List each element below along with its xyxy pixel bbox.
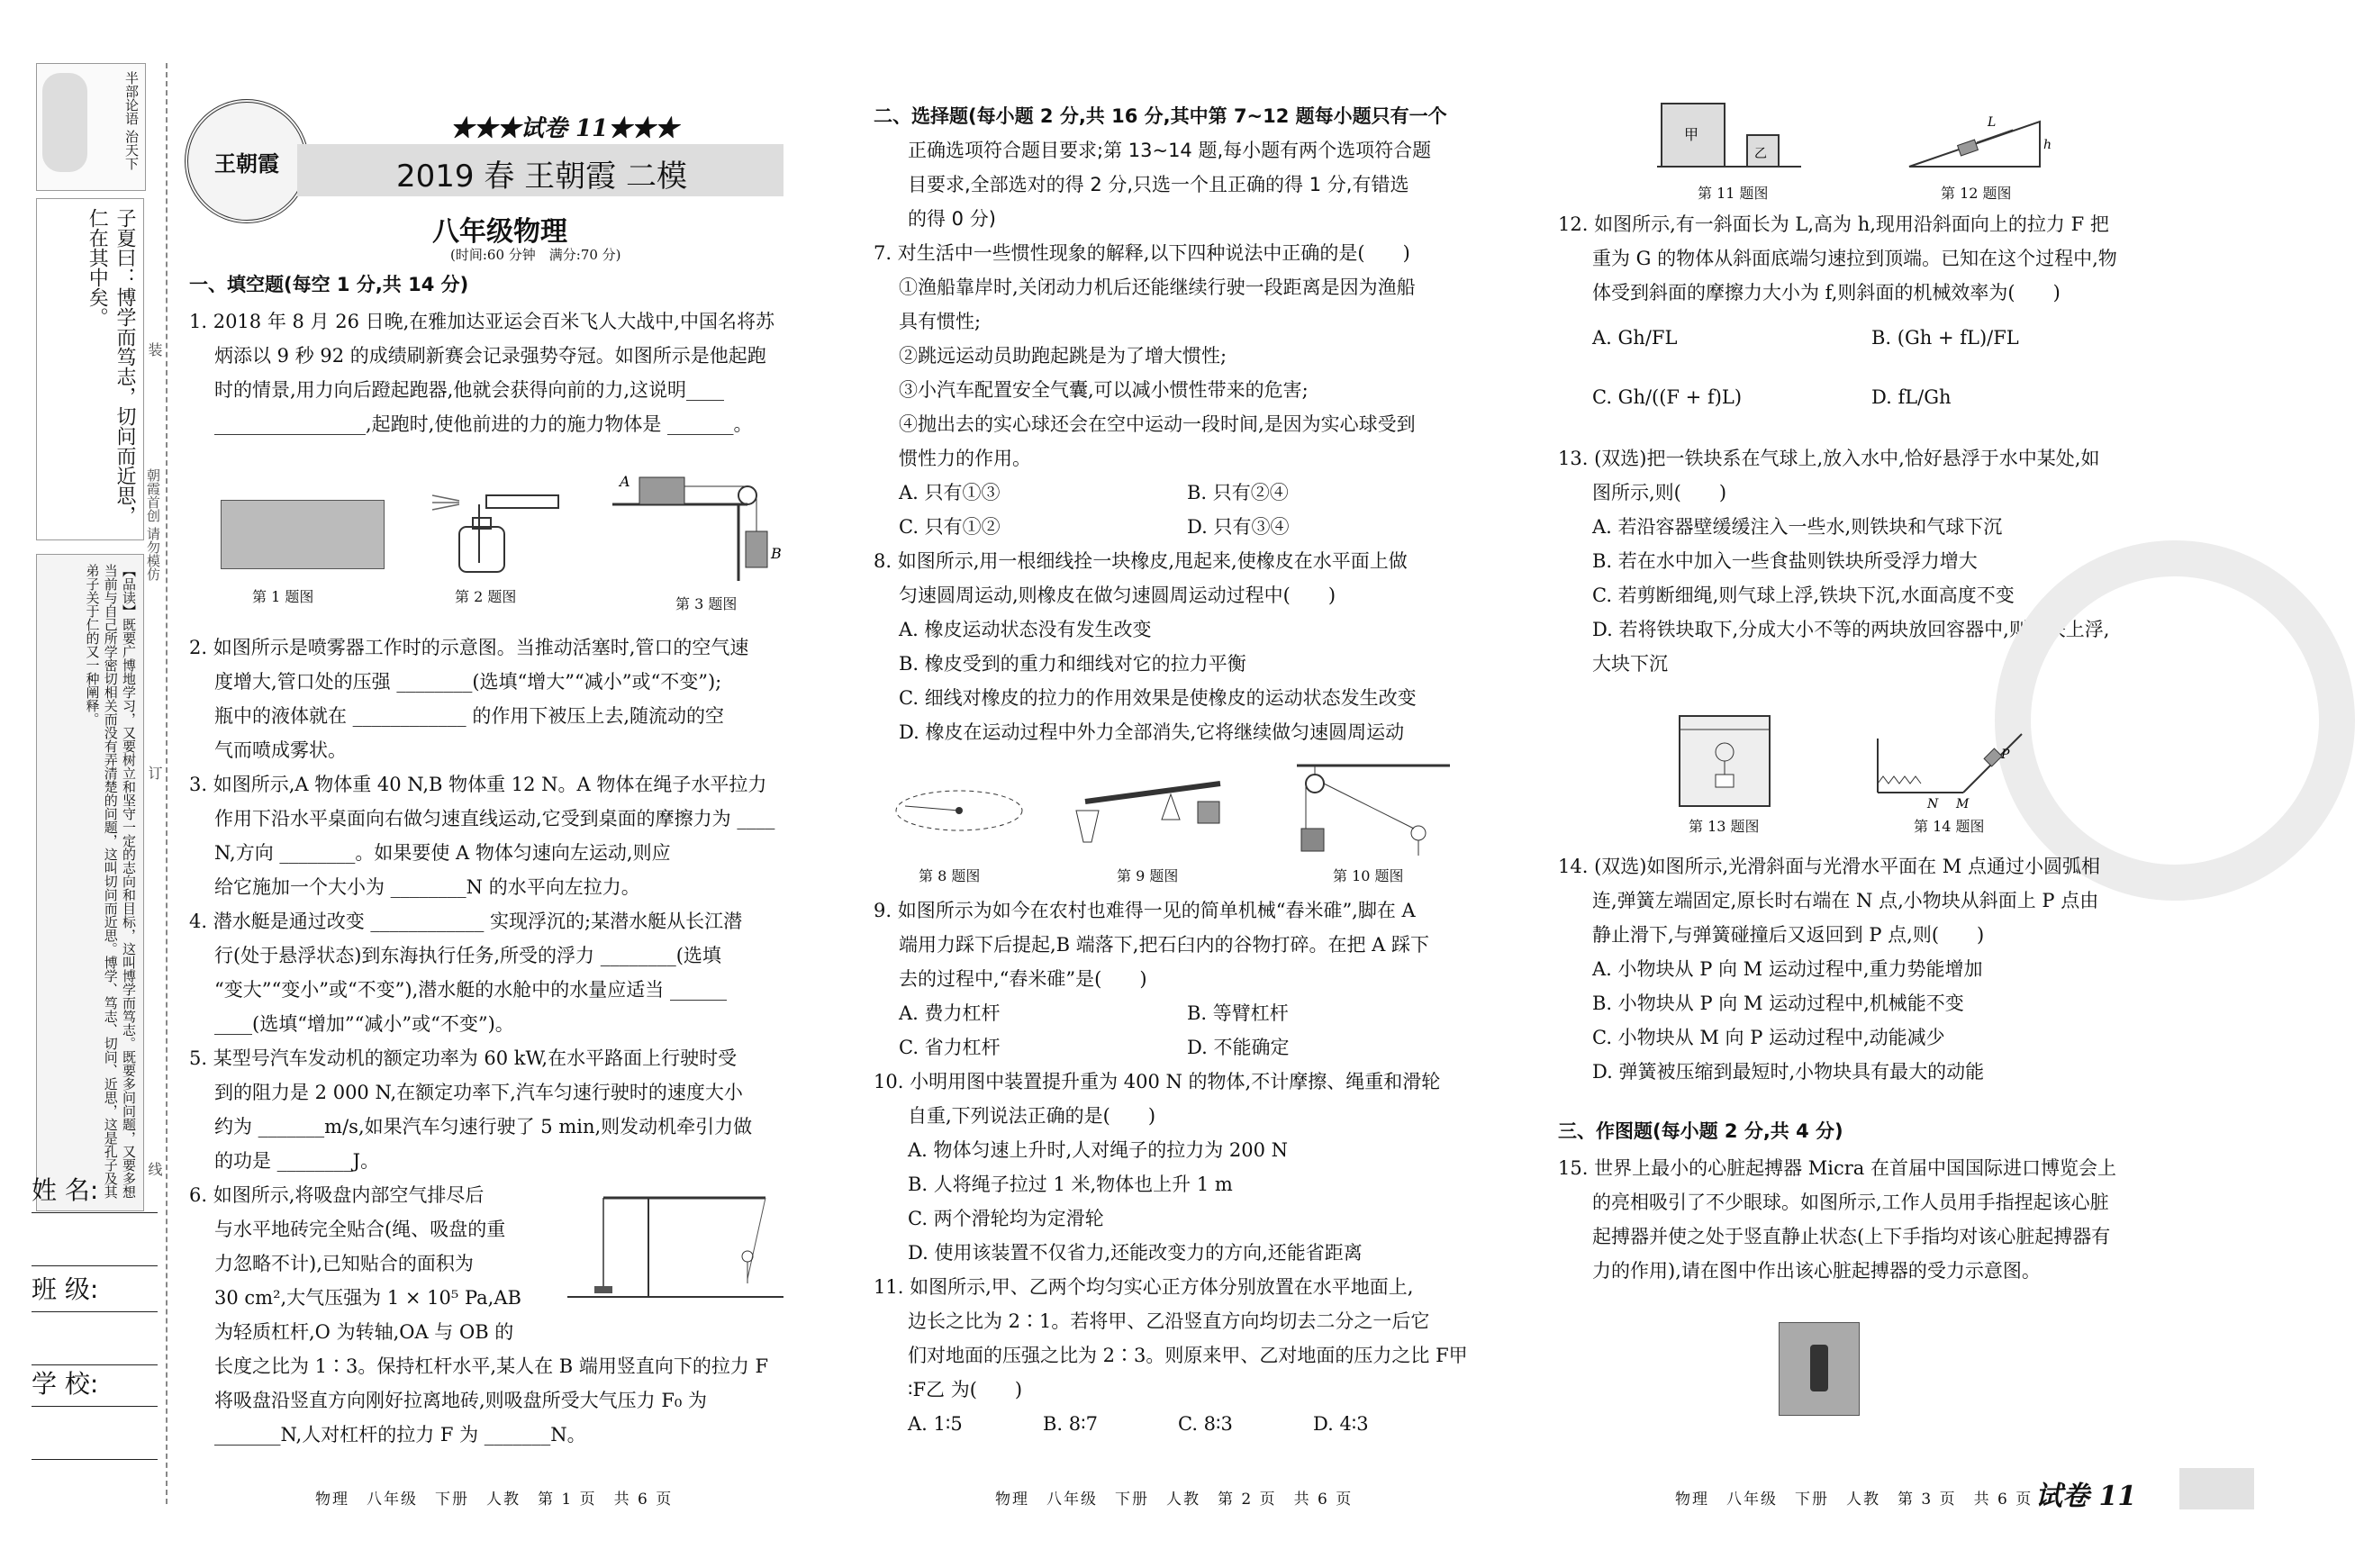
fig6-lever xyxy=(567,1180,783,1306)
fig12-caption: 第 12 题图 xyxy=(1941,185,2012,202)
q11-option-d[interactable]: D. 4∶3 xyxy=(1313,1413,1369,1435)
q6-line: 将吸盘沿竖直方向刚好拉离地砖,则吸盘所受大气压力 F₀ 为 xyxy=(214,1390,708,1411)
page2-footer: 物理 八年级 下册 人教 第 2 页 共 6 页 xyxy=(995,1491,1354,1509)
q1-line: 时的情景,用力向后蹬起跑器,他就会获得向前的力,这说明____ xyxy=(214,379,725,401)
q9-option-d[interactable]: D. 不能确定 xyxy=(1187,1037,1290,1058)
time-info: (时间:60 分钟 满分:70 分) xyxy=(450,247,621,263)
q8-option-a[interactable]: A. 橡皮运动状态没有发生改变 xyxy=(899,619,1152,640)
q4-line: ____(选填“增加”“减小”或“不变”)。 xyxy=(214,1013,514,1035)
pacemaker-device xyxy=(1810,1345,1828,1391)
pindu-text: 【品读】既要广博地学习，又要树立和坚守一定的志向和目标，这叫博学而笃志。既要多问问题，又要多想当前与自己所学密切相关而没有弄清楚的问题，这叫切问而近思。博学、笃志、切问、近思，这是孔子及其弟子关于仁的又一种阐释。 xyxy=(36,554,144,1211)
fig2-sprayer xyxy=(423,486,567,576)
fig1-sprint-photo xyxy=(221,500,385,569)
q1-line: 1. 2018 年 8 月 26 日晚,在雅加达亚运会百米飞人大战中,中国名将苏 xyxy=(189,311,774,332)
q14-option-d[interactable]: D. 弹簧被压缩到最短时,小物块具有最大的动能 xyxy=(1592,1061,1985,1083)
section-drawing: 三、作图题(每小题 2 分,共 4 分) xyxy=(1558,1120,1843,1142)
motto: 子夏曰：博学而笃志，切问而近思，仁在其中矣。 xyxy=(36,198,144,540)
fig2-caption: 第 2 题图 xyxy=(455,588,517,605)
q6-line: 长度之比为 1∶3。保持杠杆水平,某人在 B 端用竖直向下的拉力 F xyxy=(214,1355,769,1377)
fig1-caption: 第 1 题图 xyxy=(252,588,314,605)
q13-option-d[interactable]: D. 若将铁块取下,分成大小不等的两块放回容器中,则小块上浮, xyxy=(1592,619,2110,640)
question-10 xyxy=(874,1065,1486,1270)
q10-option-d[interactable]: D. 使用该装置不仅省力,还能改变力的方向,还能省距离 xyxy=(908,1242,1363,1264)
q6-line: 30 cm²,大气压强为 1 × 10⁵ Pa,AB xyxy=(214,1287,521,1309)
section-choice xyxy=(874,99,1486,236)
q13-option-c[interactable]: C. 若剪断细绳,则气球上浮,铁块下沉,水面高度不变 xyxy=(1592,585,2015,606)
q5-line: 约为 _______m/s,如果汽车匀速行驶了 5 min,则发动机牵引力做 xyxy=(214,1116,753,1137)
name-line-2 xyxy=(32,1265,158,1266)
q2-line: 气而喷成雾状。 xyxy=(214,739,347,761)
q11-line: ∶F乙 为( ) xyxy=(908,1379,1023,1400)
fig10-caption: 第 10 题图 xyxy=(1333,867,1404,884)
q8-option-b[interactable]: B. 橡皮受到的重力和细线对它的拉力平衡 xyxy=(899,653,1246,675)
q2-line: 瓶中的液体就在 ____________ 的作用下被压上去,随流动的空 xyxy=(214,705,725,727)
q6-line: 6. 如图所示,将吸盘内部空气排尽后 xyxy=(189,1184,485,1206)
q7-line: ③小汽车配置安全气囊,可以减小惯性带来的危害; xyxy=(899,379,1309,401)
fig10-pulley-system xyxy=(1297,761,1450,860)
q6-line: 与水平地砖完全贴合(绳、吸盘的重 xyxy=(214,1219,506,1240)
side-note: 朝霞首创 请勿模仿 xyxy=(145,468,161,581)
q12-option-a[interactable]: A. Gh/FL xyxy=(1592,327,1678,349)
question-12 xyxy=(1558,207,2170,414)
page3-footer: 物理 八年级 下册 人教 第 3 页 共 6 页 xyxy=(1675,1491,2033,1509)
q2-line: 2. 如图所示是喷雾器工作时的示意图。当推动活塞时,管口的空气速 xyxy=(189,637,749,658)
q7-option-c[interactable]: C. 只有①② xyxy=(899,516,1001,538)
q10-line: 自重,下列说法正确的是( ) xyxy=(908,1105,1156,1127)
confucius-figure xyxy=(42,73,87,172)
q4-line: 4. 潜水艇是通过改变 ____________ 实现浮沉的;某潜水艇从长江潜 xyxy=(189,911,743,932)
school-field[interactable] xyxy=(32,1364,158,1400)
q7-line: 惯性力的作用。 xyxy=(899,448,1031,469)
question-11 xyxy=(874,1270,1486,1441)
q8-option-c[interactable]: C. 细线对橡皮的拉力的作用效果是使橡皮的运动状态发生改变 xyxy=(899,687,1417,709)
q8-line: 8. 如图所示,用一根细线拴一块橡皮,甩起来,使橡皮在水平面上做 xyxy=(874,550,1408,572)
q13-option-a[interactable]: A. 若沿容器壁缓缓注入一些水,则铁块和气球下沉 xyxy=(1592,516,2003,538)
subject-title: 八年级物理 xyxy=(432,216,567,248)
q13-line: 大块下沉 xyxy=(1592,653,1668,675)
q9-option-a[interactable]: A. 费力杠杆 xyxy=(899,1002,1001,1024)
sec2-line: 的得 0 分) xyxy=(908,208,996,230)
side-word-3: 线 xyxy=(146,1162,163,1176)
q10-option-b[interactable]: B. 人将绳子拉过 1 米,物体也上升 1 m xyxy=(908,1174,1233,1195)
question-5 xyxy=(189,1041,802,1178)
school-label: 学 校: xyxy=(32,1369,99,1399)
q5-line: 的功是 ________J。 xyxy=(214,1150,380,1172)
q11-line: 们对地面的压强之比为 2∶3。则原来甲、乙对地面的压力之比 F甲 xyxy=(908,1345,1468,1366)
q12-line: 12. 如图所示,有一斜面长为 L,高为 h,现用沿斜面向上的拉力 F 把 xyxy=(1558,213,2109,235)
svg-text:A: A xyxy=(620,473,630,490)
section-fill-blank: 一、填空题(每空 1 分,共 14 分) xyxy=(189,274,469,295)
fig9-caption: 第 9 题图 xyxy=(1117,867,1179,884)
exam-title: 2019 春 王朝霞 二模 xyxy=(396,159,687,195)
name-field[interactable] xyxy=(32,1171,158,1207)
fig9-pestle xyxy=(1072,775,1234,856)
q12-line: 体受到斜面的摩擦力大小为 f,则斜面的机械效率为( ) xyxy=(1592,282,2061,304)
q7-line: 具有惯性; xyxy=(899,311,982,332)
svg-text:B: B xyxy=(771,545,782,562)
svg-text:P: P xyxy=(2001,748,2010,762)
q9-line: 去的过程中,“舂米碓”是( ) xyxy=(899,968,1147,990)
q5-line: 5. 某型号汽车发动机的额定功率为 60 kW,在水平路面上行驶时受 xyxy=(189,1047,738,1069)
q15-line: 力的作用),请在图中作出该心脏起搏器的受力示意图。 xyxy=(1592,1260,2041,1282)
q4-line: “变大”“变小”或“不变”),潜水艇的水舱中的水量应适当 ______ xyxy=(214,979,727,1001)
brand-logo: 王朝霞 xyxy=(185,99,309,223)
q8-option-d[interactable]: D. 橡皮在运动过程中外力全部消失,它将继续做匀速圆周运动 xyxy=(899,721,1405,743)
sec2-line: 正确选项符合题目要求;第 13~14 题,每小题有两个选项符合题 xyxy=(908,140,1432,161)
question-1 xyxy=(189,304,802,441)
svg-text:N: N xyxy=(1927,797,1939,811)
fig14-caption: 第 14 题图 xyxy=(1914,818,1985,835)
q3-line: N,方向 ________。如果要使 A 物体匀速向左运动,则应 xyxy=(214,842,671,864)
fig8-circle-motion xyxy=(887,775,1031,847)
school-line-2 xyxy=(32,1459,158,1460)
page1-footer: 物理 八年级 下册 人教 第 1 页 共 6 页 xyxy=(315,1491,674,1509)
q9-option-b[interactable]: B. 等臂杠杆 xyxy=(1187,1002,1289,1024)
paper-number: ★★★试卷 11★★★ xyxy=(450,115,679,142)
q5-line: 到的阻力是 2 000 N,在额定功率下,汽车匀速行驶时的速度大小 xyxy=(214,1082,743,1103)
q11-option-c[interactable]: C. 8∶3 xyxy=(1178,1413,1233,1435)
q6-line: _______N,人对杠杆的拉力 F 为 _______N。 xyxy=(214,1424,586,1446)
q10-option-c[interactable]: C. 两个滑轮均为定滑轮 xyxy=(908,1208,1104,1229)
name-label: 姓 名: xyxy=(32,1175,99,1205)
question-9 xyxy=(874,893,1486,1065)
svg-text:L: L xyxy=(1988,115,1997,130)
fig11-cubes xyxy=(1657,99,1801,176)
fig11-caption: 第 11 题图 xyxy=(1698,185,1769,202)
badge-text: 半部论语 治天下 xyxy=(123,71,140,170)
q11-option-b[interactable]: B. 8∶7 xyxy=(1043,1413,1098,1435)
q8-line: 匀速圆周运动,则橡皮在做匀速圆周运动过程中( ) xyxy=(899,585,1336,606)
q7-line: 7. 对生活中一些惯性现象的解释,以下四种说法中正确的是( ) xyxy=(874,242,1410,264)
q14-option-c[interactable]: C. 小物块从 M 向 P 运动过程中,动能减少 xyxy=(1592,1027,1945,1048)
side-word-2: 订 xyxy=(146,766,163,780)
q15-line: 15. 世界上最小的心脏起搏器 Micra 在首届中国国际进口博览会上 xyxy=(1558,1157,2116,1179)
question-2 xyxy=(189,630,802,767)
q7-option-b[interactable]: B. 只有②④ xyxy=(1187,482,1289,503)
fig3-caption: 第 3 题图 xyxy=(675,595,738,612)
q7-option-a[interactable]: A. 只有①③ xyxy=(899,482,1001,503)
q3-line: 给它施加一个大小为 ________N 的水平向左拉力。 xyxy=(214,876,640,898)
fig14-spring-incline xyxy=(1873,721,2026,811)
q7-line: ②跳远运动员助跑起跳是为了增大惯性; xyxy=(899,345,1227,367)
q9-option-c[interactable]: C. 省力杠杆 xyxy=(899,1037,1001,1058)
q7-line: ①渔船靠岸时,关闭动力机后还能继续行驶一段距离是因为渔船 xyxy=(899,276,1416,298)
q13-line: 13. (双选)把一铁块系在气球上,放入水中,恰好悬浮于水中某处,如 xyxy=(1558,448,2100,469)
q12-line: 重为 G 的物体从斜面底端匀速拉到顶端。已知在这个过程中,物 xyxy=(1592,248,2117,269)
class-field[interactable] xyxy=(32,1270,158,1306)
sec2-line: 目要求,全部选对的得 2 分,只选一个且正确的得 1 分,有错选 xyxy=(908,174,1409,195)
q4-line: 行(处于悬浮状态)到东海执行任务,所受的浮力 ________(选填 xyxy=(214,945,721,966)
fig13-container xyxy=(1675,711,1774,811)
question-3 xyxy=(189,767,802,904)
q9-line: 端用力踩下后提起,B 端落下,把石臼内的谷物打碎。在把 A 踩下 xyxy=(899,934,1429,956)
fig13-caption: 第 13 题图 xyxy=(1689,818,1760,835)
q2-line: 度增大,管口处的压强 ________(选填“增大”“减小”或“不变”); xyxy=(214,671,722,693)
q3-line: 3. 如图所示,A 物体重 40 N,B 物体重 12 N。A 物体在绳子水平拉力 xyxy=(189,774,767,795)
q11-option-a[interactable]: A. 1∶5 xyxy=(908,1413,963,1435)
q3-line: 作用下沿水平桌面向右做匀速直线运动,它受到桌面的摩擦力为 ____ xyxy=(214,808,775,829)
q10-line: 10. 小明用图中装置提升重为 400 N 的物体,不计摩擦、绳重和滑轮 xyxy=(874,1071,1441,1092)
q14-line: 14. (双选)如图所示,光滑斜面与光滑水平面在 M 点通过小圆弧相 xyxy=(1558,856,2100,877)
q1-line: 炳添以 9 秒 92 的成绩刷新赛会记录强势夺冠。如图所示是他起跑 xyxy=(214,345,766,367)
svg-text:M: M xyxy=(1956,797,1970,811)
class-line xyxy=(32,1311,158,1312)
q14-line: 静止滑下,与弹簧碰撞后又返回到 P 点,则( ) xyxy=(1592,924,1985,946)
question-8 xyxy=(874,544,1486,749)
school-line xyxy=(32,1406,158,1407)
fig3-pulley xyxy=(603,459,782,585)
name-line xyxy=(32,1212,158,1213)
fig12-incline xyxy=(1905,108,2052,171)
sec2-line: 二、选择题(每小题 2 分,共 16 分,其中第 7~12 题每小题只有一个 xyxy=(874,105,1447,127)
question-14 xyxy=(1558,849,2170,1089)
svg-text:甲: 甲 xyxy=(1684,126,1699,143)
q1-line: ________________,起跑时,使他前进的力的施力物体是 _______。 xyxy=(214,413,753,435)
q12-option-b[interactable]: B. (Gh + fL)/FL xyxy=(1871,327,2019,349)
q14-option-b[interactable]: B. 小物块从 P 向 M 运动过程中,机械能不变 xyxy=(1592,992,1964,1014)
confucius-badge xyxy=(36,63,146,191)
q11-line: 边长之比为 2∶1。若将甲、乙沿竖直方向均切去二分之一后它 xyxy=(908,1310,1430,1332)
q13-option-b[interactable]: B. 若在水中加入一些食盐则铁块所受浮力增大 xyxy=(1592,550,1978,572)
paper-badge: 试卷 11 xyxy=(2035,1481,2137,1512)
q7-option-d[interactable]: D. 只有③④ xyxy=(1187,516,1290,538)
q15-line: 的亮相吸引了不少眼球。如图所示,工作人员用手指捏起该心脏 xyxy=(1592,1192,2109,1213)
q10-option-a[interactable]: A. 物体匀速上升时,人对绳子的拉力为 200 N xyxy=(908,1139,1288,1161)
svg-text:h: h xyxy=(2043,138,2052,152)
svg-text:乙: 乙 xyxy=(1754,147,1767,161)
question-7 xyxy=(874,236,1486,544)
badge-tab xyxy=(2179,1468,2254,1509)
question-15 xyxy=(1558,1151,2170,1288)
q6-line: 力忽略不计),已知贴合的面积为 xyxy=(214,1253,474,1274)
q7-line: ④抛出去的实心球还会在空中运动一段时间,是因为实心球受到 xyxy=(899,413,1416,435)
fig15-pacemaker-photo xyxy=(1779,1322,1860,1416)
q9-line: 9. 如图所示为如今在农村也难得一见的简单机械“舂米碓”,脚在 A xyxy=(874,900,1416,921)
cut-line xyxy=(166,63,168,1504)
q12-option-c[interactable]: C. Gh/((F + f)L) xyxy=(1592,386,1743,408)
q14-line: 连,弹簧左端固定,原长时右端在 N 点,小物块从斜面上 P 点由 xyxy=(1592,890,2099,911)
class-label: 班 级: xyxy=(32,1274,99,1304)
q14-option-a[interactable]: A. 小物块从 P 向 M 运动过程中,重力势能增加 xyxy=(1592,958,1983,980)
q15-line: 起搏器并使之处于竖直静止状态(上下手指均对该心脏起搏器有 xyxy=(1592,1226,2111,1247)
watermark-seal xyxy=(1995,540,2355,901)
q13-line: 图所示,则( ) xyxy=(1592,482,1727,503)
q6-line: 为轻质杠杆,O 为转轴,OA 与 OB 的 xyxy=(214,1321,514,1343)
side-word-1: 装 xyxy=(146,342,163,357)
question-4 xyxy=(189,904,802,1041)
q12-option-d[interactable]: D. fL/Gh xyxy=(1871,386,1952,408)
q11-line: 11. 如图所示,甲、乙两个均匀实心正方体分别放置在水平地面上, xyxy=(874,1276,1414,1298)
fig8-caption: 第 8 题图 xyxy=(919,867,981,884)
